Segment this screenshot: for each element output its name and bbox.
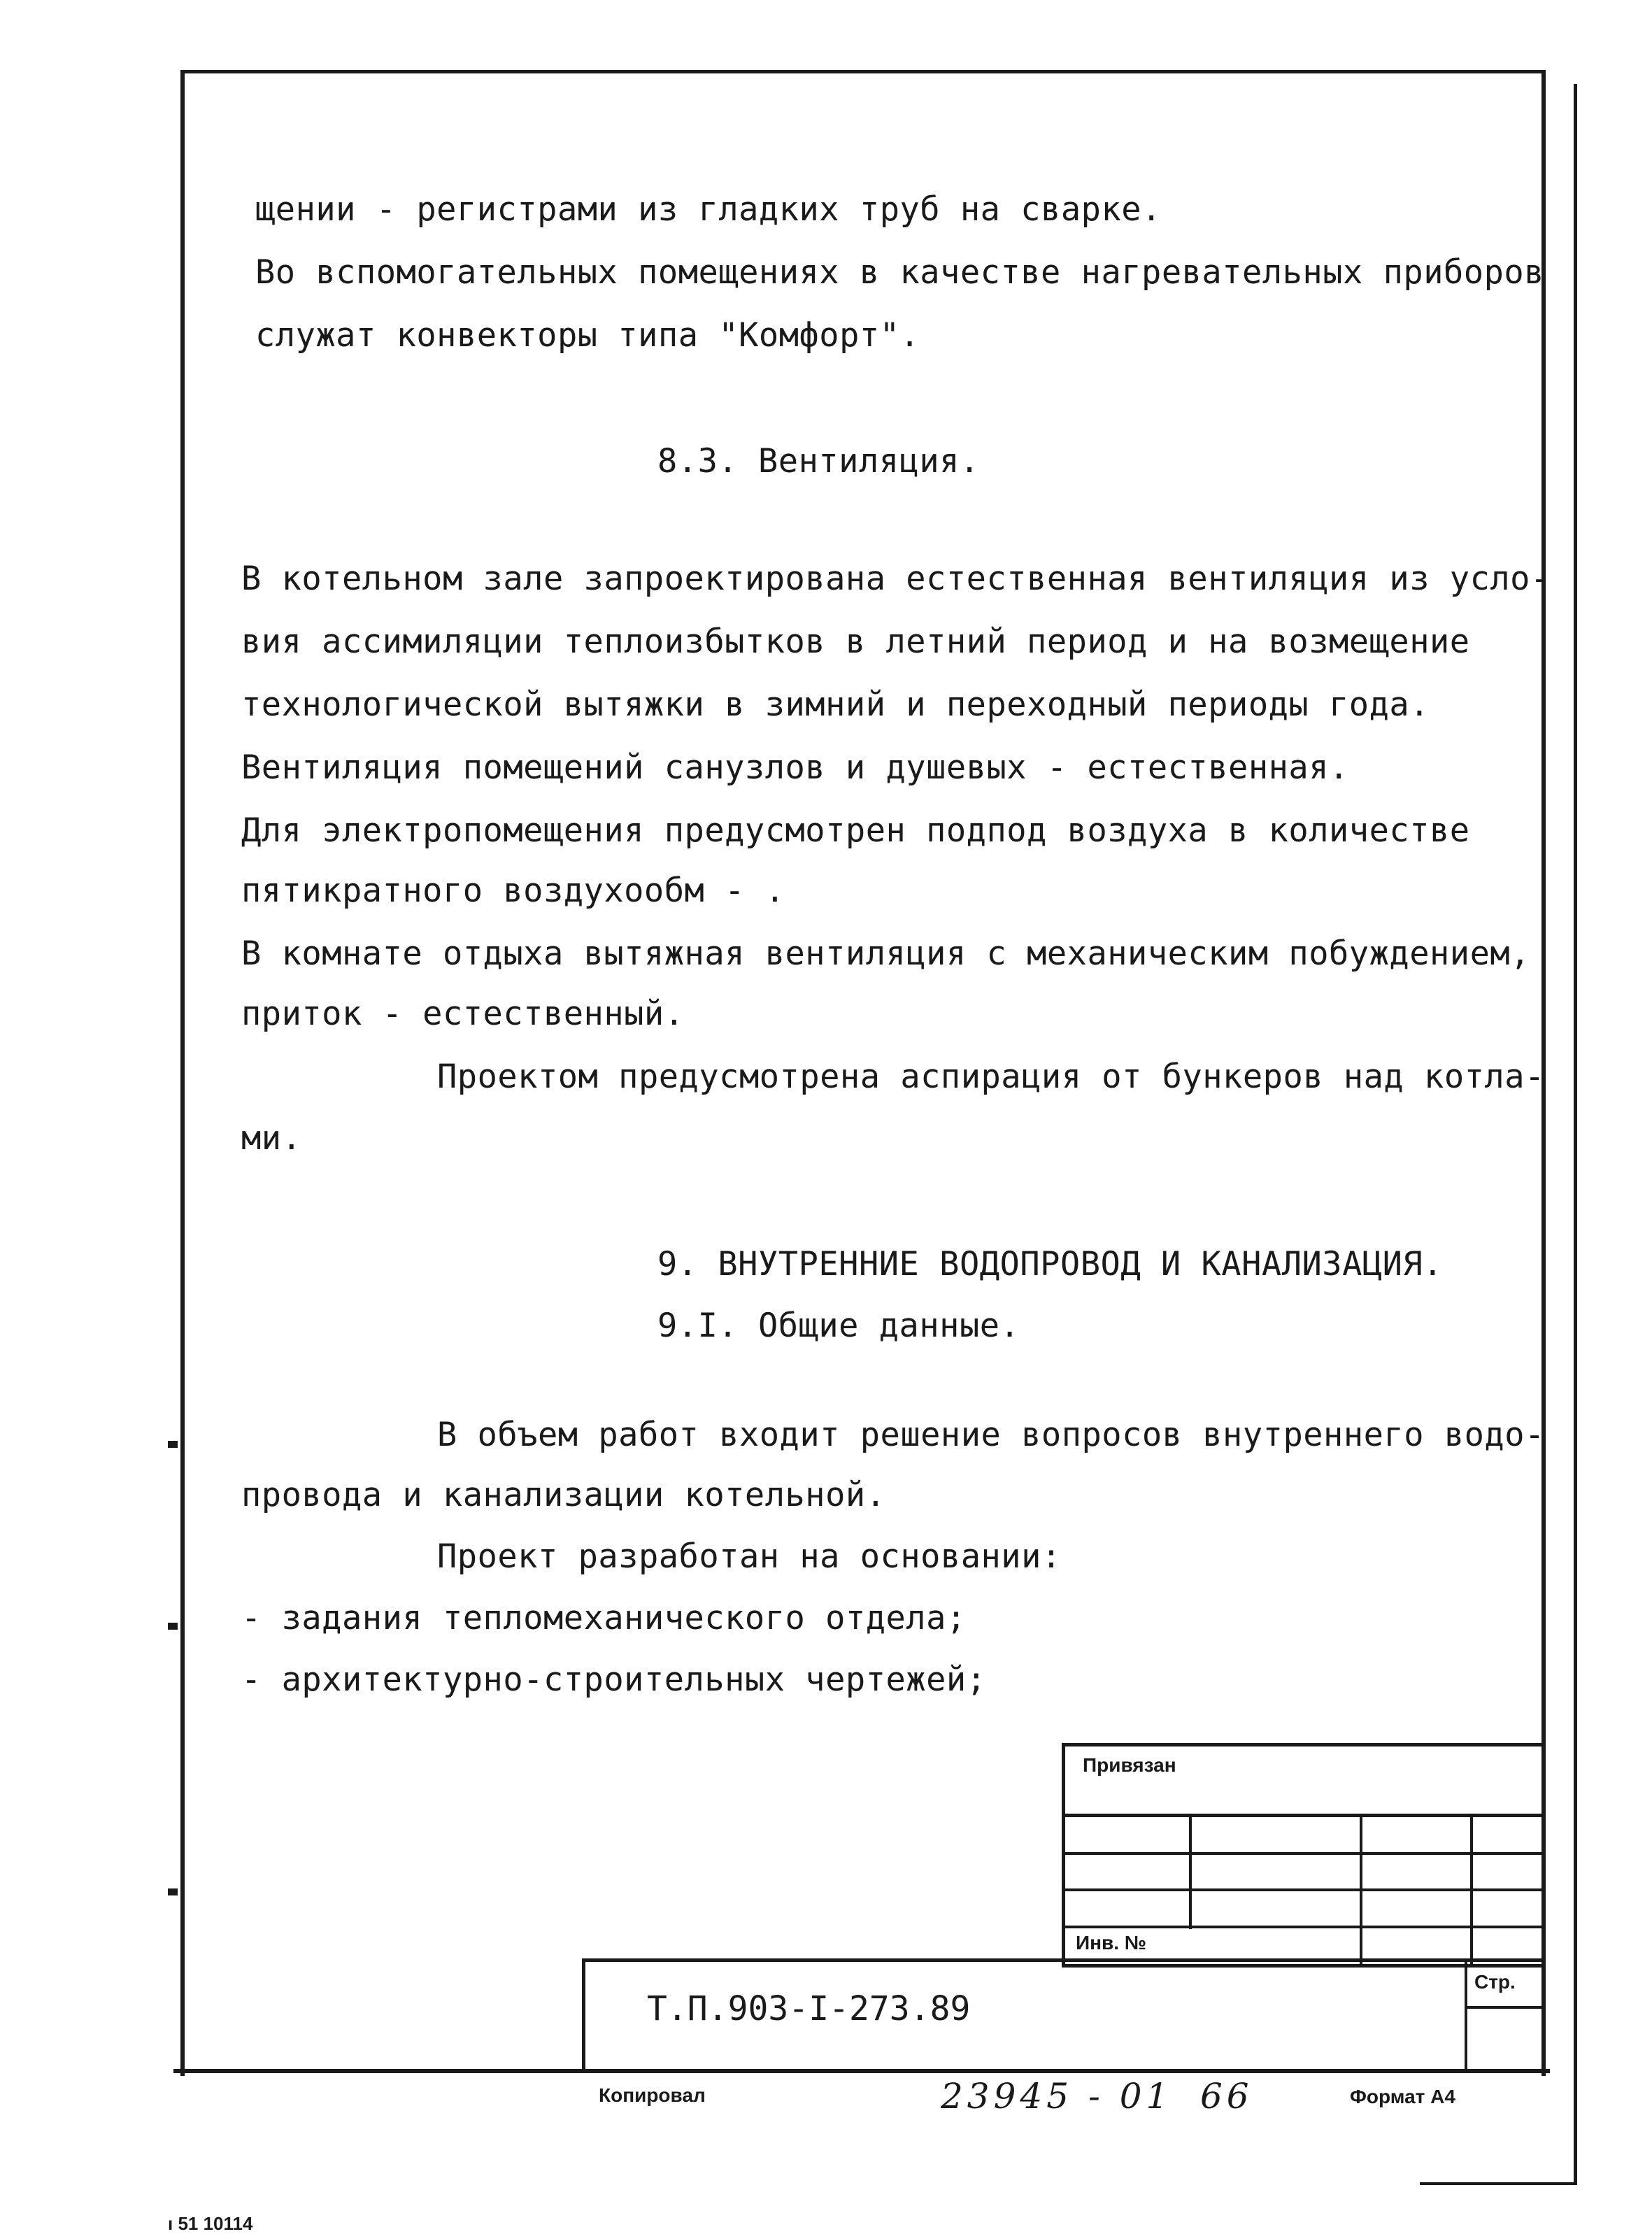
text-line: Для электропомещения предусмотрен подпод воздуха в количестве (241, 811, 1470, 850)
section-heading-9-1: 9.I. Общие данные. (657, 1307, 1020, 1345)
grid-line (1189, 1814, 1192, 1929)
handwritten-number: 23945 - 01 (941, 2076, 1173, 2116)
text-line: Во вспомогательных помещениях в качестве нагревательных приборов (255, 253, 1544, 292)
grid-line (1465, 1958, 1467, 2073)
text-line: вия ассимиляции теплоизбытков в летний период и на возмещение (241, 622, 1470, 661)
edge-mark (168, 1888, 178, 1895)
page-number: 66 (1200, 2076, 1253, 2116)
text-line: В комнате отдыха вытяжная вентиляция с механическим побуждением, (241, 934, 1530, 973)
list-item: - архитектурно-строительных чертежей; (241, 1660, 987, 1699)
format-label: Формат А4 (1350, 2086, 1455, 2107)
page-label: Стр. (1474, 1971, 1516, 1993)
text-line: Проект разработан на основании: (437, 1537, 1062, 1576)
text-line: В объем работ входит решение вопросов внутреннего водо- (437, 1416, 1545, 1454)
copied-label: Копировал (599, 2084, 706, 2106)
print-code-text: 51 10114 (178, 2213, 253, 2234)
grid-line (1062, 1888, 1546, 1891)
text-line: технологической вытяжки в зимний и переходный периоды года. (241, 685, 1430, 724)
text-line: В котельном зале запроектирована естественная вентиляция из усло- (241, 560, 1551, 598)
grid-line (1465, 2006, 1546, 2009)
print-code (168, 2213, 253, 2234)
text-line: служат конвекторы типа "Комфорт". (255, 316, 920, 355)
text-line: Вентиляция помещений санузлов и душевых - естественная. (241, 748, 1349, 787)
inventory-label: Инв. № (1076, 1932, 1147, 1954)
grid-line (1062, 1926, 1546, 1928)
text-line: Проектом предусмотрена аспирация от бункеров над котла- (437, 1058, 1545, 1096)
edge-mark (168, 1441, 178, 1448)
grid-line (1470, 1814, 1473, 1964)
section-heading-8-3: 8.3. Вентиляция. (657, 442, 980, 481)
section-heading-9: 9. ВНУТРЕННИЕ ВОДОПРОВОД И КАНАЛИЗАЦИЯ. (657, 1245, 1444, 1283)
grid-line (1360, 1814, 1362, 1964)
text-line: ми. (241, 1119, 302, 1158)
list-item: - задания тепломеханического отдела; (241, 1599, 967, 1637)
text-line: приток - естественный. (241, 995, 685, 1033)
attached-label: Привязан (1083, 1754, 1176, 1776)
grid-line (1062, 1852, 1546, 1855)
print-code-marker: ı (168, 2213, 178, 2234)
edge-mark (168, 1623, 178, 1630)
outer-margin-line-bottom (1420, 2182, 1577, 2185)
outer-margin-line (1574, 84, 1577, 2182)
text-line: провода и канализации котельной. (241, 1476, 886, 1514)
text-line: пятикратного воздухообм - . (241, 871, 785, 910)
document-code: Т.П.903-I-273.89 (647, 1989, 971, 2028)
text-line: щении - регистрами из гладких труб на сварке. (255, 190, 1162, 229)
